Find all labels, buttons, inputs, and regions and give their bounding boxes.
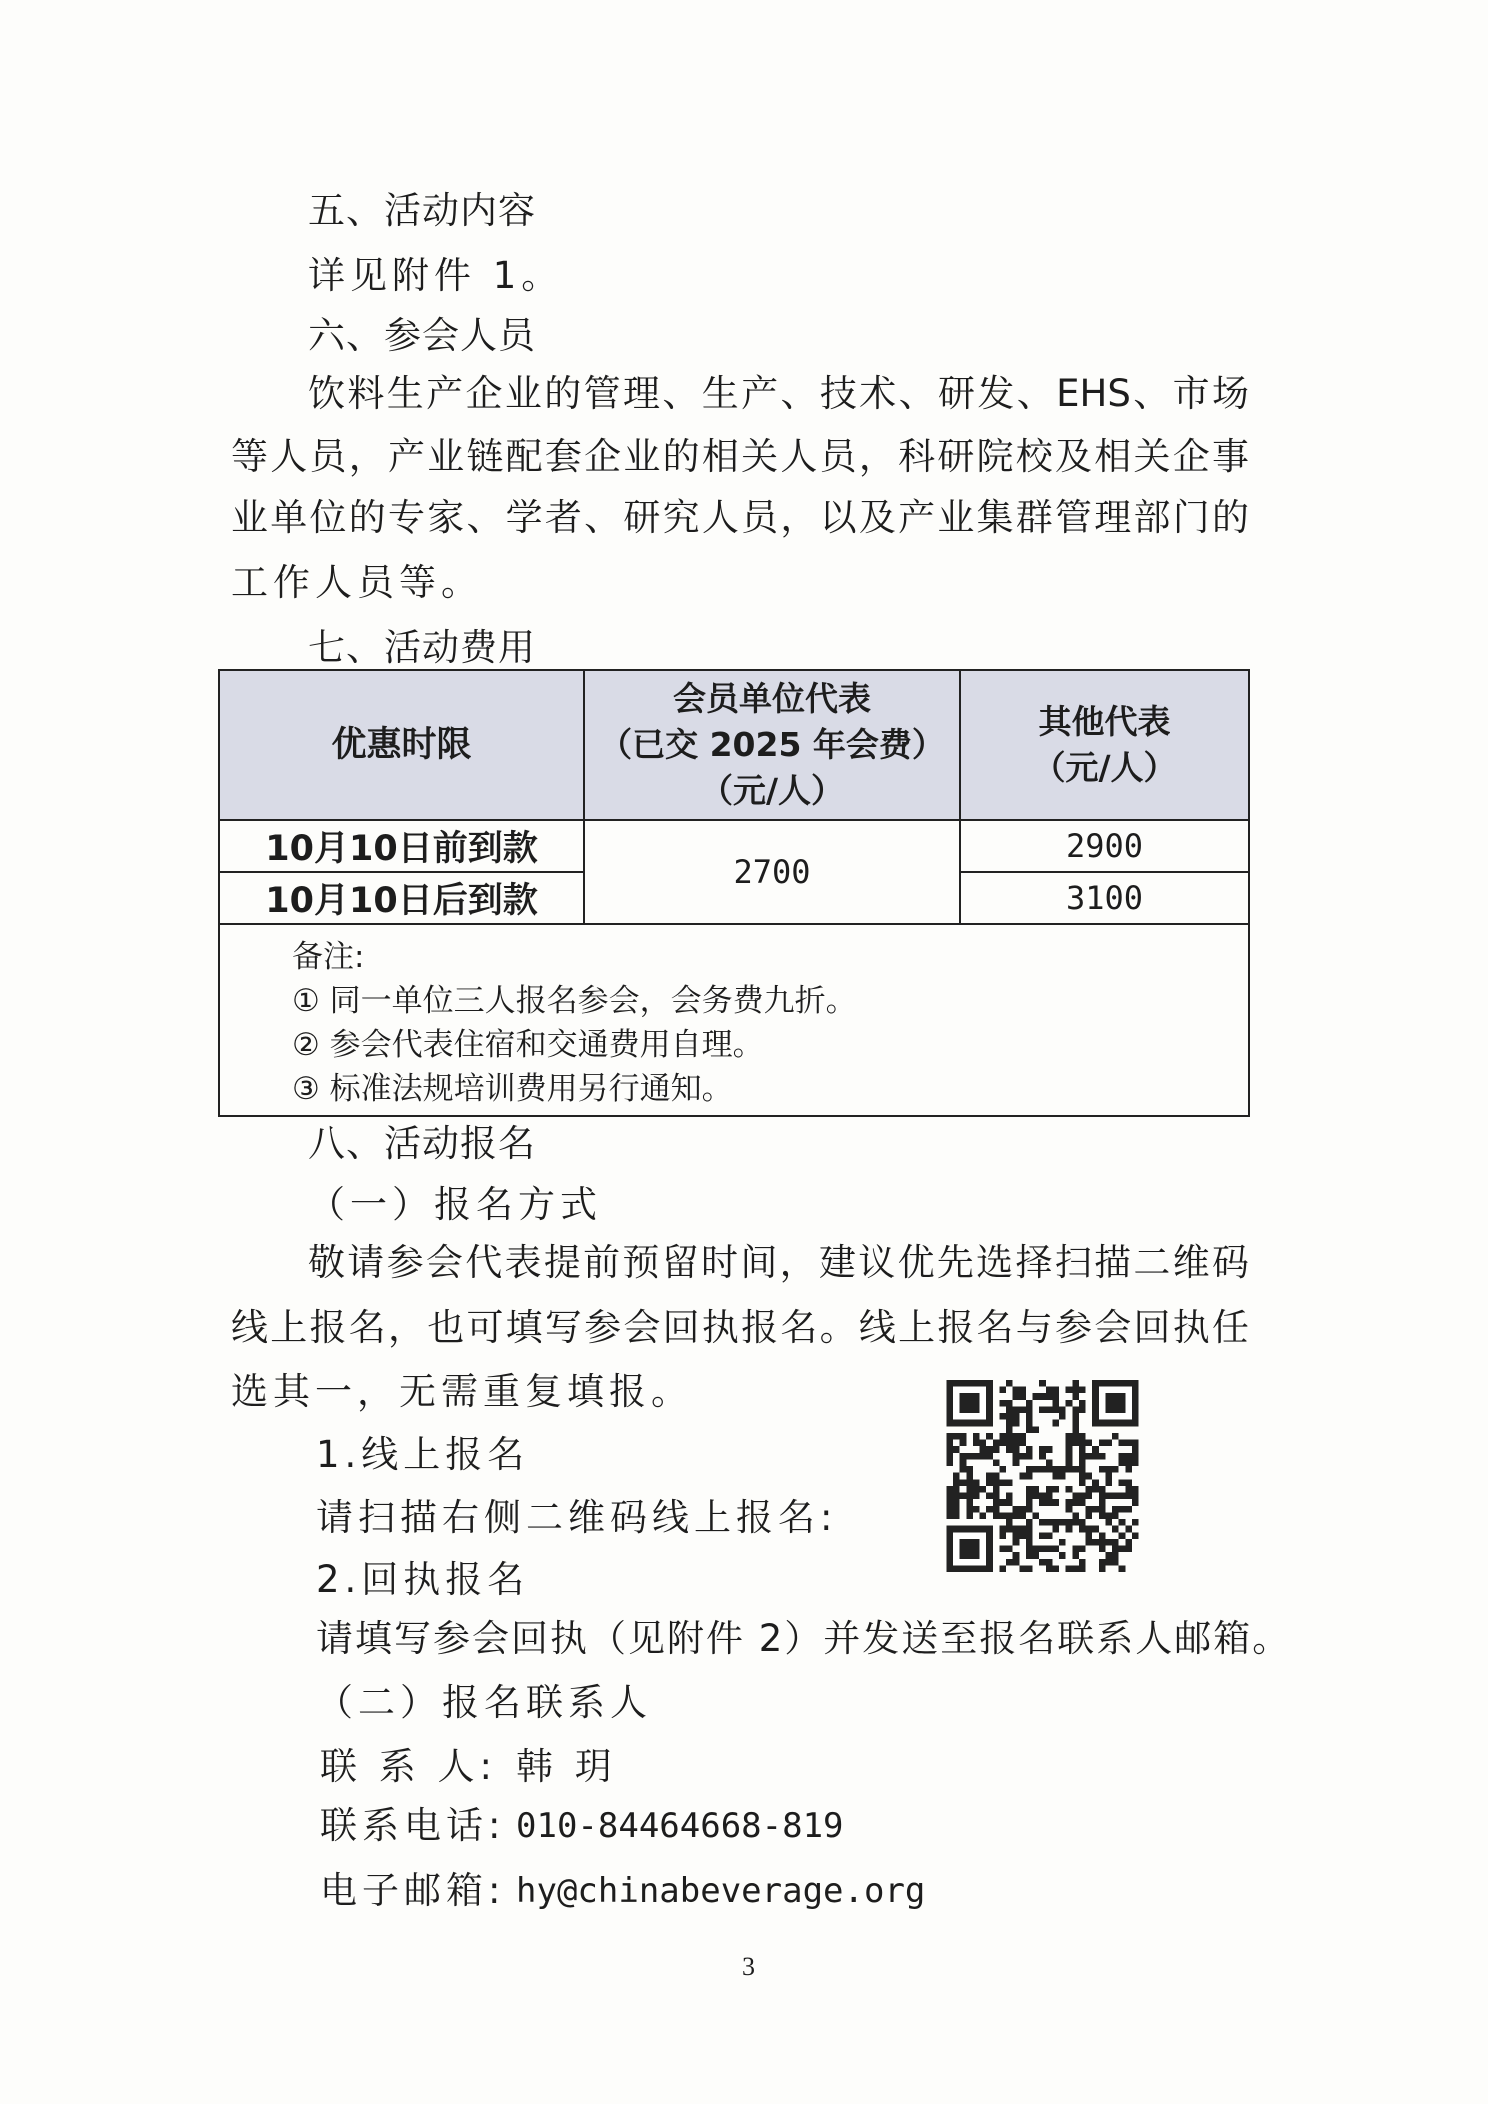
section8-sub1: （一）报名方式 <box>308 1183 602 1226</box>
section8-heading: 八、活动报名 <box>308 1122 536 1165</box>
section6-heading: 六、参会人员 <box>308 314 536 357</box>
phone-label: 联系电话: <box>320 1804 506 1847</box>
phone-value: 010-84464668-819 <box>516 1806 844 1846</box>
member-fee-cell: 2700 <box>584 820 960 924</box>
header-member: 会员单位代表 （已交 2025 年会费） （元/人） <box>584 670 960 820</box>
fee-table <box>218 669 1250 1117</box>
section7-heading: 七、活动费用 <box>308 626 536 669</box>
receipt-title: 2.回执报名 <box>316 1558 530 1601</box>
section8-sub2: （二）报名联系人 <box>316 1681 652 1724</box>
section8-para: 线上报名，也可填写参会回执报名。线上报名与参会回执任 <box>231 1306 1249 1349</box>
table-row <box>219 820 1249 872</box>
other-fee-cell: 2900 <box>960 820 1249 872</box>
other-fee-cell: 3100 <box>960 872 1249 924</box>
contact-label: 联 系 人: <box>320 1745 497 1788</box>
section6-line: 等人员，产业链配套企业的相关人员，科研院校及相关企事 <box>231 435 1249 478</box>
header-period: 优惠时限 <box>219 670 584 820</box>
section6-line: 工作人员等。 <box>231 561 483 604</box>
email-label: 电子邮箱: <box>320 1869 506 1912</box>
online-text: 请扫描右侧二维码线上报名: <box>316 1496 838 1539</box>
registration-qr-code[interactable] <box>946 1380 1139 1572</box>
online-title: 1.线上报名 <box>316 1433 530 1476</box>
section6-line: 业单位的专家、学者、研究人员，以及产业集群管理部门的 <box>231 496 1249 539</box>
section8-para: 敬请参会代表提前预留时间，建议优先选择扫描二维码 <box>308 1241 1249 1284</box>
section5-heading: 五、活动内容 <box>308 189 536 232</box>
header-other: 其他代表 （元/人） <box>960 670 1249 820</box>
section5-text: 详见附件 1。 <box>308 254 564 297</box>
receipt-text: 请填写参会回执（见附件 2）并发送至报名联系人邮箱。 <box>316 1617 1292 1660</box>
section8-para: 选其一，无需重复填报。 <box>231 1370 693 1413</box>
period-cell: 10月10日后到款 <box>219 872 584 924</box>
section6-line: 饮料生产企业的管理、生产、技术、研发、EHS、市场 <box>308 372 1249 415</box>
contact-name: 韩 玥 <box>516 1745 617 1788</box>
notes-cell: 备注: ① 同一单位三人报名参会，会务费九折。 ② 参会代表住宿和交通费用自理。 ③ 标准法规培训费用另行通知。 <box>219 924 1249 1116</box>
page-number: 3 <box>742 1952 755 1981</box>
period-cell: 10月10日前到款 <box>219 820 584 872</box>
email-link[interactable]: hy@chinabeverage.org <box>516 1871 926 1911</box>
